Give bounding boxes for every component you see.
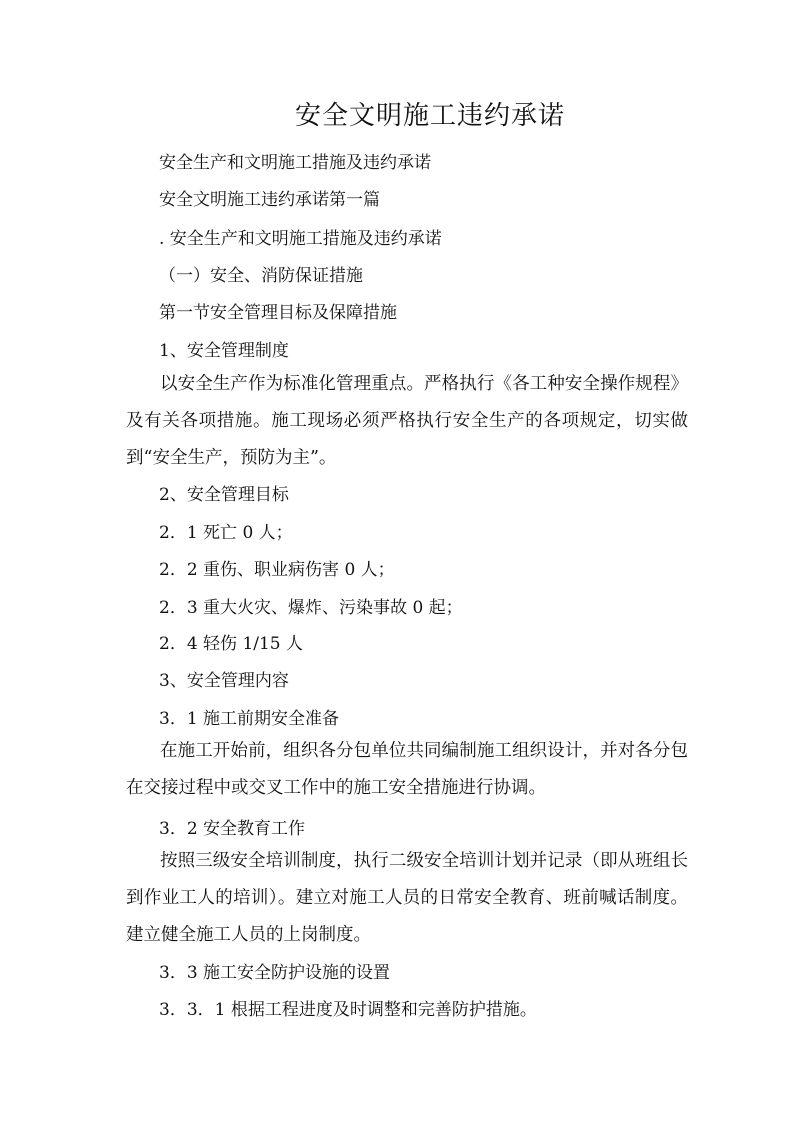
subsection-heading: 3．1 施工前期安全准备 — [159, 709, 340, 729]
list-item: 2．4 轻伤 1/15 人 — [159, 634, 304, 654]
subsection-heading: 2、安全管理目标 — [159, 485, 289, 505]
body-paragraph: 在施工开始前，组织各分包单位共同编制施工组织设计，并对各分包在交接过程中或交叉工作中的施工安全措施进行协调。 — [126, 741, 688, 798]
subsection-heading: 3．3．1 根据工程进度及时调整和完善防护措施。 — [159, 1000, 537, 1020]
subsection-heading: 3．2 安全教育工作 — [159, 819, 306, 839]
heading-line: 安全文明施工违约承诺第一篇 — [159, 190, 380, 210]
subsection-heading: 1、安全管理制度 — [159, 341, 289, 361]
list-item: 2．3 重大火灾、爆炸、污染事故 0 起； — [159, 598, 463, 618]
subsection-heading: 3．3 施工安全防护设施的设置 — [159, 963, 391, 983]
body-paragraph: 按照三级安全培训制度，执行二级安全培训计划并记录（即从班组长到作业工人的培训）。建立对施工人员的日常安全教育、班前喊话制度。建立健全施工人员的上岗制度。 — [126, 851, 688, 945]
heading-line: 安全生产和文明施工措施及违约承诺 — [159, 153, 431, 173]
list-item: 2．2 重伤、职业病伤害 0 人； — [159, 560, 395, 580]
subsection-heading: 3、安全管理内容 — [159, 671, 289, 691]
list-item: 2．1 死亡 0 人； — [159, 523, 293, 543]
heading-line: . 安全生产和文明施工措施及违约承诺 — [159, 229, 442, 249]
document-title: 安全文明施工违约承诺 — [294, 101, 565, 131]
body-paragraph: 以安全生产作为标准化管理重点。严格执行《各工种安全操作规程》及有关各项措施。施工现场必须严格执行安全生产的各项规定，切实做到“安全生产，预防为主”。 — [126, 374, 688, 468]
section-heading: （一）安全、消防保证措施 — [159, 266, 363, 286]
section-heading: 第一节安全管理目标及保障措施 — [159, 303, 397, 323]
